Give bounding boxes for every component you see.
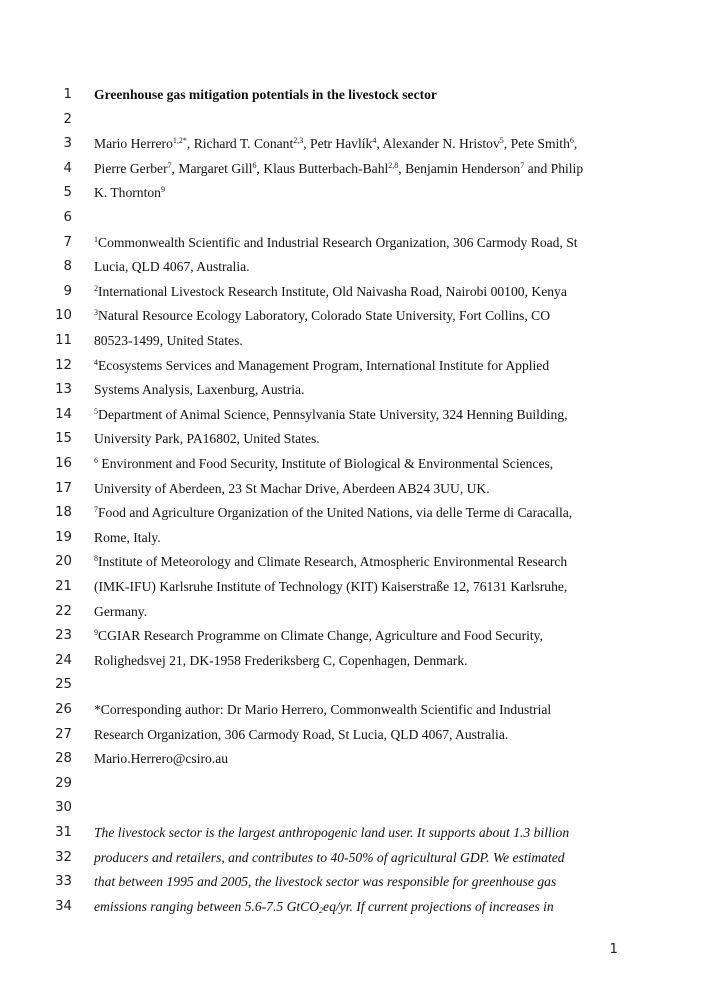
affiliation-line: $^4$Ecosystems Services and Management Program, International Institute for Applied — [94, 357, 550, 373]
affiliation-line: $^9$CGIAR Research Programme on Climate Change, Agriculture and Food Security, — [94, 628, 543, 644]
line-number: 9 — [63, 283, 72, 299]
author-line-2: Pierre Gerber$^7$, Margaret Gill$^6$, Klaus Butterbach-Bahl$^{2,8}$, Benjamin Henderson$^7$ and Philip — [94, 160, 584, 176]
affiliation-line: $^6$ Environment and Food Security, Institute of Biological & Environmental Sciences, — [94, 456, 554, 471]
line-number: 16 — [55, 456, 72, 471]
corresponding-email[interactable]: Mario.Herrero@csiro.au — [94, 751, 229, 767]
line-number: 13 — [55, 382, 72, 398]
line-number: 23 — [55, 628, 72, 644]
line-number: 20 — [55, 554, 72, 570]
line-number: 31 — [55, 825, 72, 840]
line-number: 19 — [55, 529, 72, 545]
affiliation-line: $^1$Commonwealth Scientific and Industrial Research Organization, 306 Carmody Road, St — [94, 234, 578, 250]
line-number: 10 — [55, 308, 72, 324]
line-number: 33 — [55, 874, 72, 890]
affiliation-line: 80523-1499, United States. — [94, 333, 243, 348]
line-number: 30 — [55, 800, 72, 816]
line-number: 21 — [55, 579, 72, 594]
abstract-line: that between 1995 and 2005, the livestock sector was responsible for greenhouse gas — [94, 874, 557, 890]
author-line-3: K. Thornton$^9$ — [94, 185, 165, 201]
line-number: 1 — [63, 87, 72, 102]
abstract-line: emissions ranging between 5.6-7.5 GtCO$_2$eq/yr. If current projections of increases in — [94, 898, 554, 915]
corresponding-author-line: Research Organization, 306 Carmody Road, St Lucia, QLD 4067, Australia. — [94, 726, 509, 742]
affiliation-line: Lucia, QLD 4067, Australia. — [94, 259, 250, 275]
affiliation-line: $^7$Food and Agriculture Organization of the United Nations, via delle Terme di Caracalla, — [94, 505, 573, 521]
affiliation-line: $^3$Natural Resource Ecology Laboratory, Colorado State University, Fort Collins, CO — [94, 308, 551, 324]
affiliation-line: $^5$Department of Animal Science, Pennsylvania State University, 324 Henning Building, — [94, 406, 568, 422]
affiliation-line: $^2$International Livestock Research Institute, Old Naivasha Road, Nairobi 00100, Kenya — [94, 283, 567, 299]
line-number: 22 — [55, 603, 72, 619]
line-number: 2 — [63, 111, 72, 127]
line-number: 4 — [63, 160, 72, 176]
line-number: 14 — [55, 406, 72, 422]
affiliation-line: Rome, Italy. — [94, 529, 161, 545]
line-number: 34 — [55, 898, 72, 914]
abstract-line: producers and retailers, and contributes to 40-50% of agricultural GDP. We estimated — [94, 849, 565, 865]
line-number: 11 — [55, 333, 72, 348]
affiliation-line: Systems Analysis, Laxenburg, Austria. — [94, 382, 305, 398]
line-number: 26 — [55, 702, 72, 717]
line-number: 3 — [63, 136, 72, 152]
affiliation-line: Germany. — [94, 603, 148, 619]
affiliation-line: Rolighedsvej 21, DK-1958 Frederiksberg C, Copenhagen, Denmark. — [94, 652, 468, 668]
affiliation-line: University of Aberdeen, 23 St Machar Drive, Aberdeen AB24 3UU, UK. — [94, 480, 490, 496]
line-number: 12 — [55, 357, 72, 373]
page-number: 1 — [609, 942, 618, 957]
corresponding-author-line: *Corresponding author: Dr Mario Herrero, Commonwealth Scientific and Industrial — [94, 702, 552, 717]
affiliation-line: University Park, PA16802, United States. — [94, 431, 320, 447]
author-line-1: Mario Herrero$^{1,2*}$, Richard T. Conant$^{2,3}$, Petr Havlík$^4$, Alexander N. Hristov$^5$, Pete Smith$^6$, — [94, 136, 578, 152]
line-number: 17 — [55, 480, 72, 496]
line-number: 25 — [55, 677, 72, 693]
line-number: 5 — [63, 185, 72, 201]
line-number: 27 — [55, 726, 72, 742]
affiliation-line: $^8$Institute of Meteorology and Climate Research, Atmospheric Environmental Research — [94, 554, 568, 570]
line-number: 32 — [55, 849, 72, 865]
line-number: 6 — [63, 210, 72, 225]
line-number: 18 — [55, 505, 72, 521]
line-number: 28 — [55, 751, 72, 767]
line-number: 29 — [55, 775, 72, 791]
line-number: 24 — [55, 652, 72, 668]
paper-title: Greenhouse gas mitigation potentials in the livestock sector — [94, 87, 437, 102]
abstract-line: The livestock sector is the largest anthropogenic land user. It supports about 1.3 billion — [94, 825, 570, 840]
line-number: 15 — [55, 431, 72, 447]
line-number: 7 — [63, 234, 72, 250]
affiliation-line: (IMK-IFU) Karlsruhe Institute of Technology (KIT) Kaiserstraße 12, 76131 Karlsruhe, — [94, 579, 568, 594]
line-number: 8 — [63, 259, 72, 275]
